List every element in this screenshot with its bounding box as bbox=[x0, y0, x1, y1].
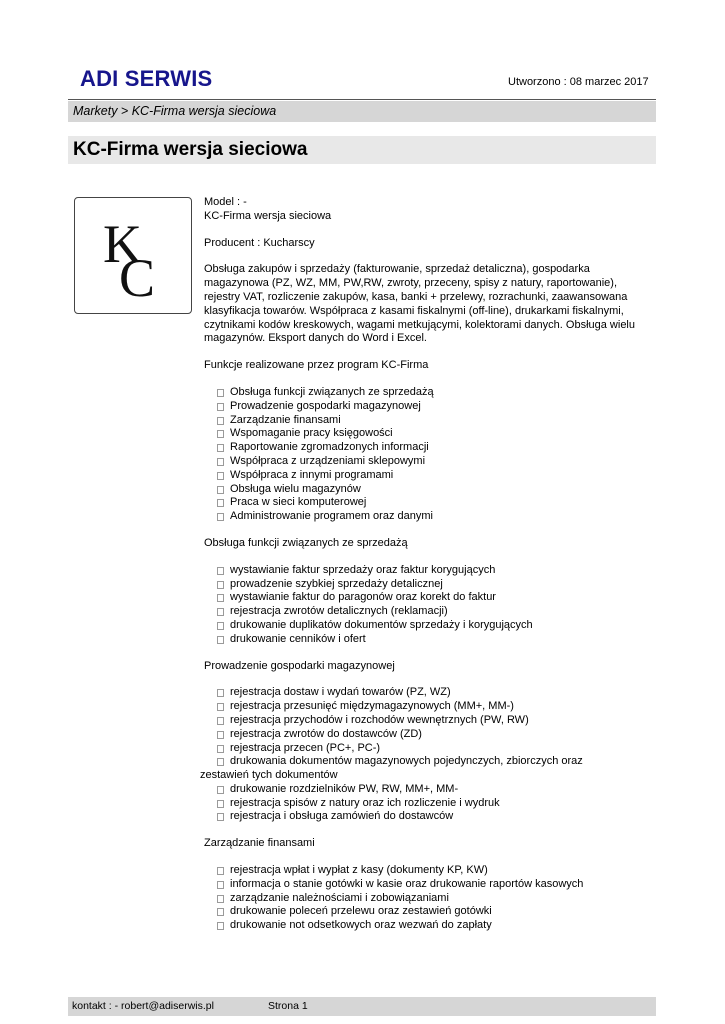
checkbox-icon bbox=[217, 389, 224, 397]
kc-logo-image bbox=[75, 198, 193, 315]
list-item: Raportowanie zgromadzonych informacji bbox=[204, 441, 644, 455]
list-item: Współpraca z innymi programami bbox=[204, 469, 644, 483]
checkbox-icon bbox=[217, 622, 224, 630]
finance-list bbox=[204, 864, 644, 933]
list-item: drukowania dokumentów magazynowych pojedynczych, zbiorczych oraz bbox=[204, 755, 644, 769]
finance-heading: Zarządzanie finansami bbox=[204, 837, 315, 850]
product-content bbox=[200, 196, 644, 933]
footer-bar bbox=[68, 997, 656, 1016]
list-item: rejestracja dostaw i wydań towarów (PZ, WZ) bbox=[204, 686, 644, 700]
title-bar bbox=[68, 136, 656, 164]
checkbox-icon bbox=[217, 717, 224, 725]
checkbox-icon bbox=[217, 567, 224, 575]
list-item: Obsługa wielu magazynów bbox=[204, 483, 644, 497]
list-item: drukowanie cenników i ofert bbox=[204, 633, 644, 647]
list-item: rejestracja i obsługa zamówień do dostawców bbox=[204, 810, 644, 824]
list-item: Praca w sieci komputerowej bbox=[204, 496, 644, 510]
list-item: rejestracja zwrotów do dostawców (ZD) bbox=[204, 728, 644, 742]
list-item-continuation: zestawień tych dokumentów bbox=[200, 769, 338, 782]
checkbox-icon bbox=[217, 786, 224, 794]
sales-list bbox=[204, 564, 644, 647]
checkbox-icon bbox=[217, 430, 224, 438]
checkbox-icon bbox=[217, 636, 224, 644]
breadcrumb-bar bbox=[68, 101, 656, 122]
list-item: prowadzenie szybkiej sprzedaży detalicznej bbox=[204, 578, 644, 592]
checkbox-icon bbox=[217, 908, 224, 916]
functions-list bbox=[204, 386, 644, 524]
checkbox-icon bbox=[217, 745, 224, 753]
checkbox-icon bbox=[217, 758, 224, 766]
checkbox-icon bbox=[217, 800, 224, 808]
list-item: drukowanie poleceń przelewu oraz zestawień gotówki bbox=[204, 905, 644, 919]
checkbox-icon bbox=[217, 594, 224, 602]
checkbox-icon bbox=[217, 403, 224, 411]
list-item: wystawianie faktur sprzedaży oraz faktur korygujących bbox=[204, 564, 644, 578]
header-divider bbox=[68, 99, 656, 100]
checkbox-icon bbox=[217, 581, 224, 589]
checkbox-icon bbox=[217, 922, 224, 930]
checkbox-icon bbox=[217, 444, 224, 452]
list-item: Zarządzanie finansami bbox=[204, 414, 644, 428]
checkbox-icon bbox=[217, 881, 224, 889]
list-item: rejestracja wpłat i wypłat z kasy (dokumenty KP, KW) bbox=[204, 864, 644, 878]
checkbox-icon bbox=[217, 417, 224, 425]
list-item: rejestracja przesunięć międzymagazynowych (MM+, MM-) bbox=[204, 700, 644, 714]
logo-letter-c: C bbox=[119, 248, 156, 308]
logo-letter-k: K bbox=[103, 214, 142, 274]
list-item: drukowanie rozdzielników PW, RW, MM+, MM- bbox=[204, 783, 644, 797]
checkbox-icon bbox=[217, 867, 224, 875]
list-item: Wspomaganie pracy księgowości bbox=[204, 427, 644, 441]
list-item: drukowanie not odsetkowych oraz wezwań do zapłaty bbox=[204, 919, 644, 933]
warehouse-list bbox=[200, 686, 644, 824]
page-title: KC-Firma wersja sieciowa bbox=[73, 139, 308, 160]
product-name: KC-Firma wersja sieciowa bbox=[204, 209, 332, 222]
list-item: rejestracja spisów z natury oraz ich rozliczenie i wydruk bbox=[204, 797, 644, 811]
checkbox-icon bbox=[217, 499, 224, 507]
list-item: Obsługa funkcji związanych ze sprzedażą bbox=[204, 386, 644, 400]
list-item: Współpraca z urządzeniami sklepowymi bbox=[204, 455, 644, 469]
list-item: rejestracja zwrotów detalicznych (reklamacji) bbox=[204, 605, 644, 619]
list-item: Prowadzenie gospodarki magazynowej bbox=[204, 400, 644, 414]
checkbox-icon bbox=[217, 813, 224, 821]
list-item: rejestracja przychodów i rozchodów wewnętrznych (PW, RW) bbox=[204, 714, 644, 728]
brand-title: ADI SERWIS bbox=[80, 66, 213, 91]
list-item: informacja o stanie gotówki w kasie oraz drukowanie raportów kasowych bbox=[204, 878, 644, 892]
sales-heading: Obsługa funkcji związanych ze sprzedażą bbox=[204, 536, 408, 549]
product-logo bbox=[74, 197, 192, 314]
checkbox-icon bbox=[217, 895, 224, 903]
warehouse-heading: Prowadzenie gospodarki magazynowej bbox=[204, 659, 395, 672]
list-item: Administrowanie programem oraz danymi bbox=[204, 510, 644, 524]
created-date: Utworzono : 08 marzec 2017 bbox=[508, 76, 649, 88]
checkbox-icon bbox=[217, 689, 224, 697]
list-item: wystawianie faktur do paragonów oraz korekt do faktur bbox=[204, 591, 644, 605]
product-description: Obsługa zakupów i sprzedaży (fakturowanie, sprzedaż detaliczna), gospodarka magazynowa (PZ, WZ, MM, PW,RW, zwroty, przeceny, spisy z natury, raportowanie), rejestry VAT, rozliczenie zakupów, kasa, banki + przelewy, rozrachunki, zaawansowana klasyfikacja towarów. Współpraca z kasami fiskalnymi (off-line), drukarkami fiskalnymi, czytnikami kodów kreskowych, wagami metkującymi, kolektorami danych. Obsługa wielu magazynów. Eksport danych do Word i Excel. bbox=[204, 263, 635, 345]
list-item: rejestracja przecen (PC+, PC-) bbox=[204, 742, 644, 756]
checkbox-icon bbox=[217, 608, 224, 616]
checkbox-icon bbox=[217, 458, 224, 466]
model-line: Model : - bbox=[204, 196, 247, 208]
producer-line: Producent : Kucharscy bbox=[204, 236, 315, 249]
checkbox-icon bbox=[217, 731, 224, 739]
list-item: zarządzanie należnościami i zobowiązaniami bbox=[204, 892, 644, 906]
functions-heading: Funkcje realizowane przez program KC-Firma bbox=[204, 359, 429, 372]
list-item: drukowanie duplikatów dokumentów sprzedaży i korygujących bbox=[204, 619, 644, 633]
checkbox-icon bbox=[217, 486, 224, 494]
footer-page-number: Strona 1 bbox=[268, 1000, 308, 1012]
breadcrumb[interactable]: Markety > KC-Firma wersja sieciowa bbox=[73, 104, 277, 118]
checkbox-icon bbox=[217, 513, 224, 521]
checkbox-icon bbox=[217, 703, 224, 711]
footer-contact[interactable]: kontakt : - robert@adiserwis.pl bbox=[72, 1000, 214, 1012]
checkbox-icon bbox=[217, 472, 224, 480]
